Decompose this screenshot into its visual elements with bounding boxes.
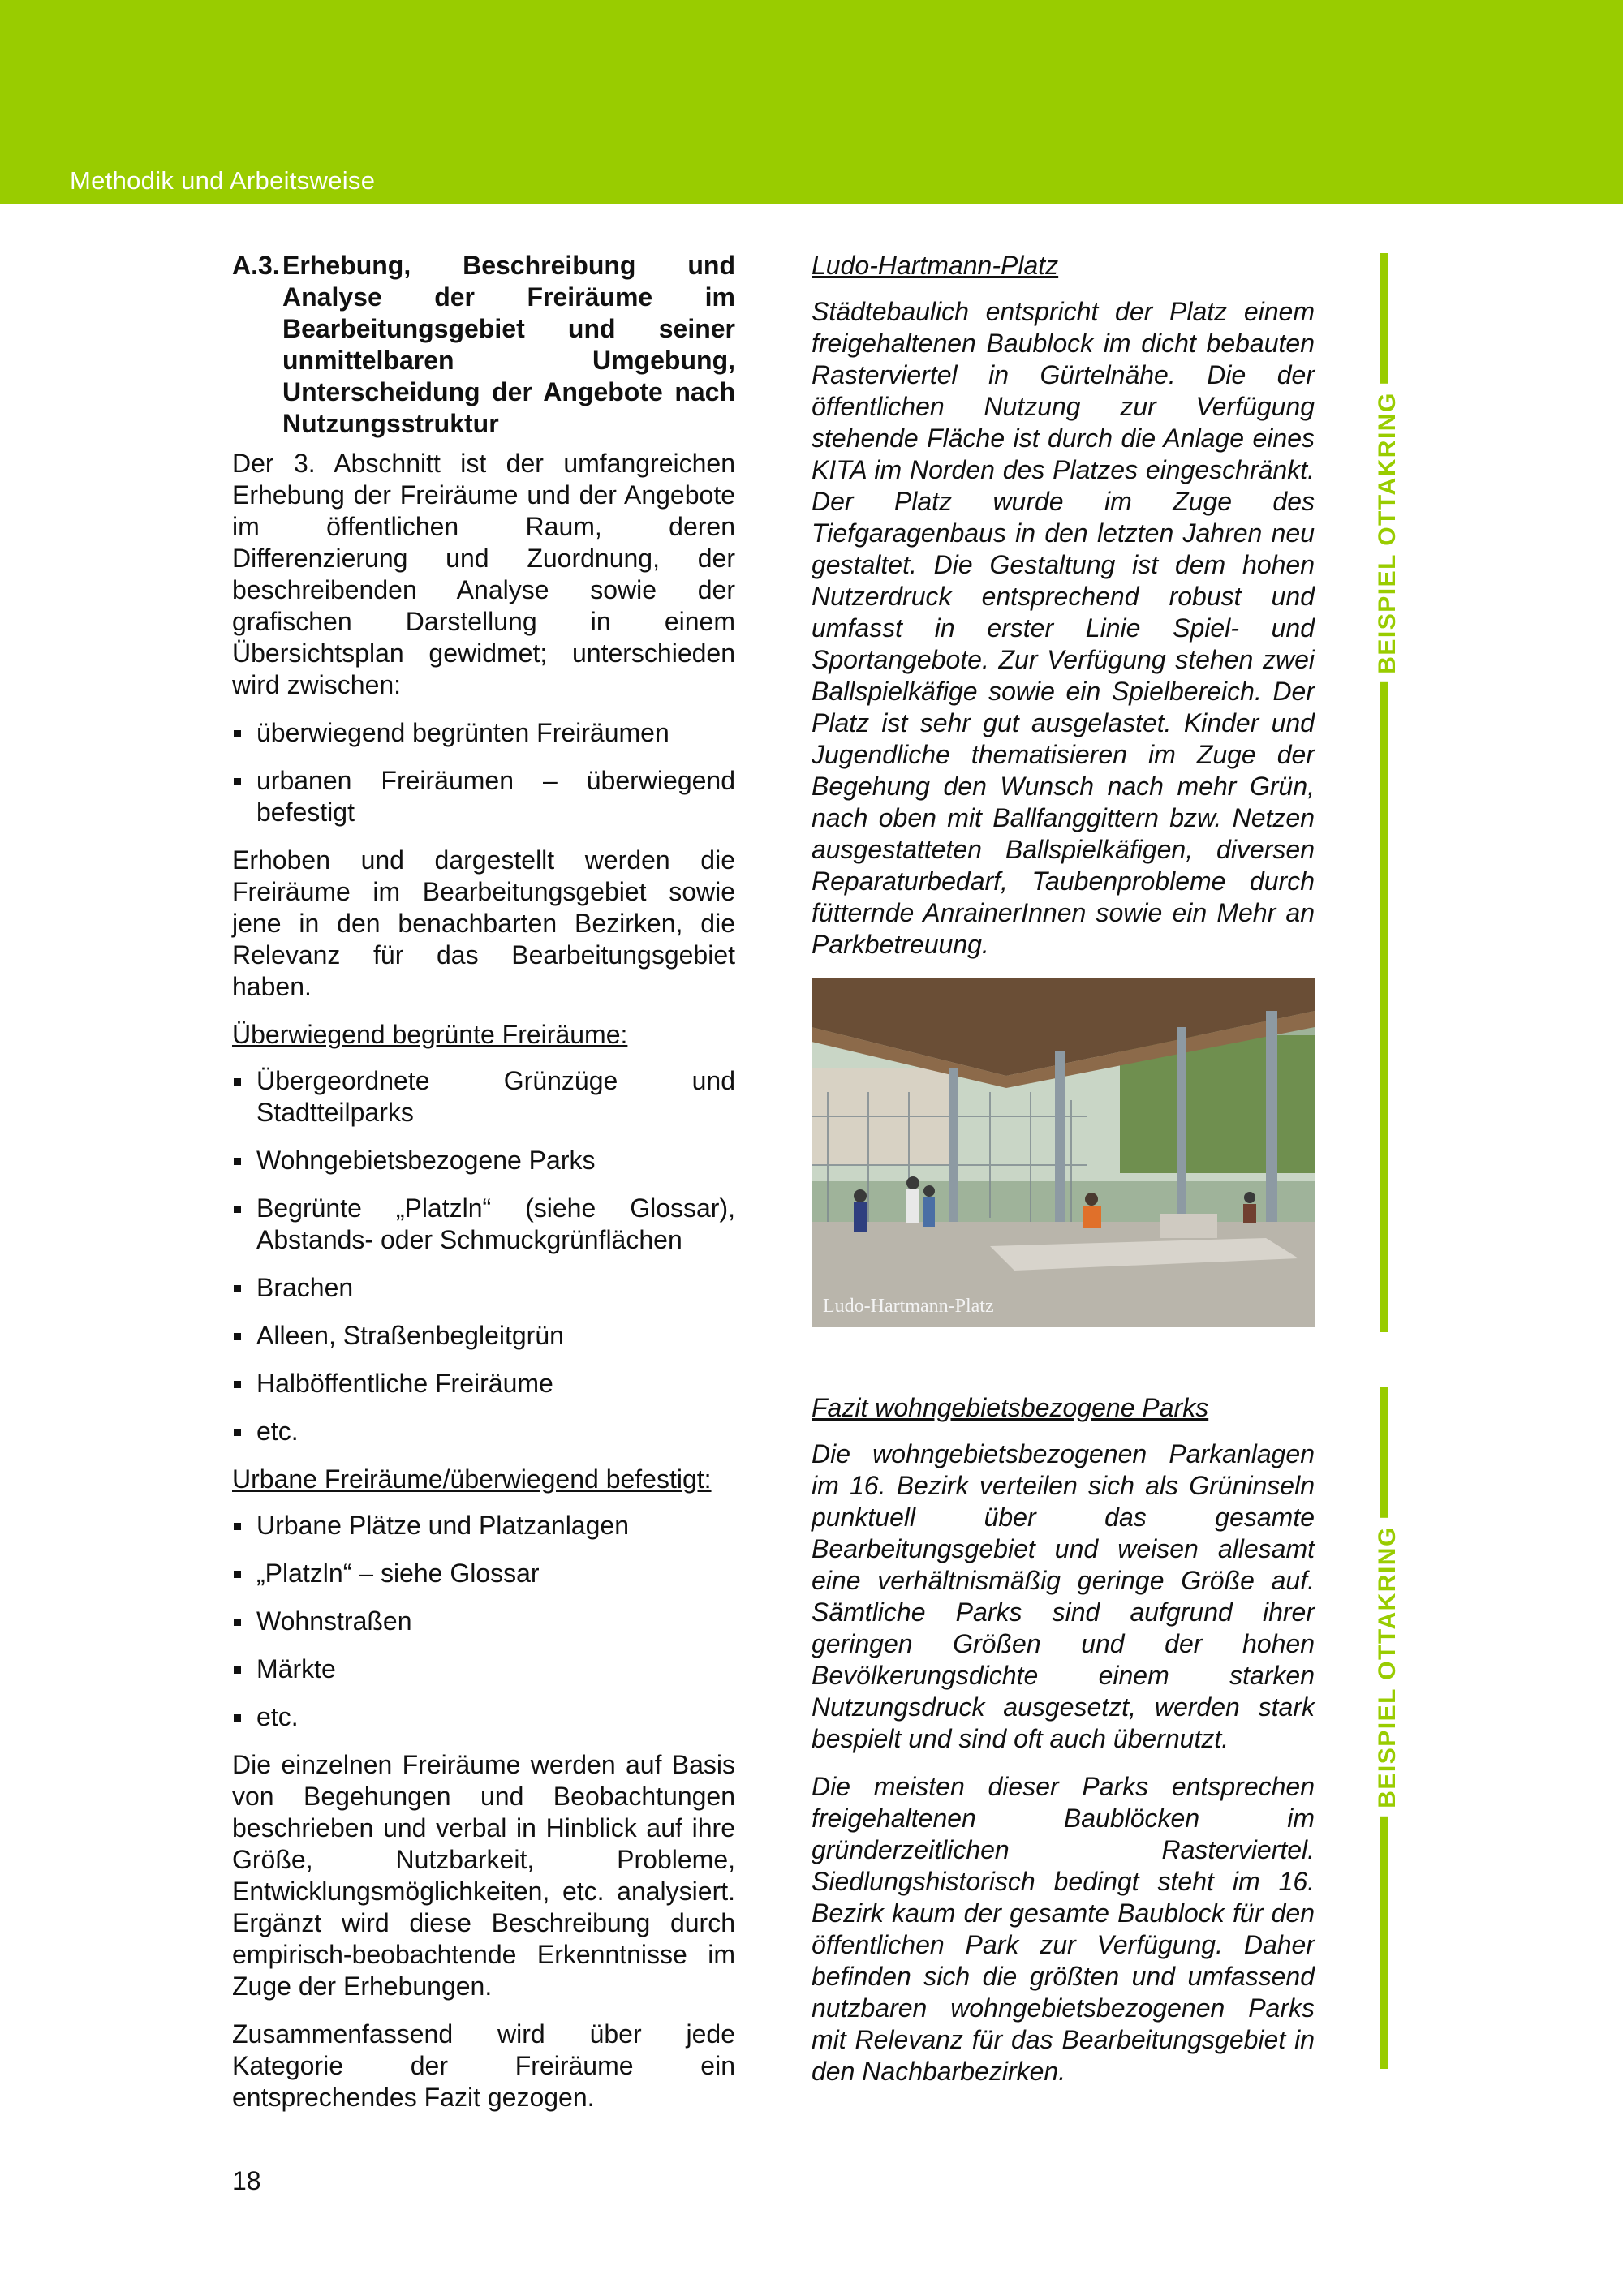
list-item: Übergeordnete Grünzüge und Stadtteilparks	[232, 1065, 735, 1129]
list-item: Brachen	[232, 1272, 735, 1304]
list-item: Wohngebietsbezogene Parks	[232, 1145, 735, 1176]
section-title: Erhebung, Beschreibung und Analyse der Freiräume im Bearbeitungsgebiet und seiner unmittelbaren Umgebung, Unterscheidung der Angebote nach Nutzungsstruktur	[282, 251, 735, 438]
header-band	[0, 0, 1623, 204]
page-number: 18	[232, 2166, 261, 2195]
intro-paragraph: Der 3. Abschnitt ist der umfangreichen Erhebung der Freiräume und der Angebote im öffentlichen Raum, deren Differenzierung und Zuordnung, der beschreibenden Analyse sowie der grafischen Darstellung in einem Übersichtsplan gewidmet; unterschieden wird zwischen:	[232, 449, 735, 699]
freespace-types-list	[232, 717, 735, 828]
list-item: etc.	[232, 1416, 735, 1447]
section-number: A.3.	[232, 251, 280, 280]
green-spaces-list	[232, 1065, 735, 1447]
list-item: Wohnstraßen	[232, 1606, 735, 1637]
photo-illustration	[812, 978, 1315, 1327]
urban-spaces-list	[232, 1510, 735, 1733]
list-item: Märkte	[232, 1653, 735, 1685]
list-item: urbanen Freiräumen – überwiegend befestigt	[232, 765, 735, 828]
side-tag-top	[1363, 253, 1412, 1332]
list-item: Urbane Plätze und Platzanlagen	[232, 1510, 735, 1541]
header-title: Methodik und Arbeitsweise	[70, 166, 376, 195]
side-tag-label: BEISPIEL OTTAKRING	[1374, 384, 1401, 682]
fazit-paragraph-2: Die meisten dieser Parks entsprechen freigehaltenen Baublöcken im gründerzeitlichen Rasterviertel. Siedlungshistorisch bedingt steht im 16. Bezirk kaum der gesamte Baublock für den öffentlichen Park zur Verfügung. Daher befinden sich die größten und umfassend nutzbaren wohngebietsbezogenen Parks mit Relevanz für das Bearbeitungsgebiet in den Nachbarbezirken.	[812, 1772, 1315, 2086]
list-item: „Platzln“ – siehe Glossar	[232, 1558, 735, 1589]
place-description: Städtebaulich entspricht der Platz einem freigehaltenen Baublock im dicht bebauten Rasterviertel in Gürtelnähe. Die der öffentlichen Nutzung zur Verfügung stehende Fläche ist durch die Anlage eines KITA im Norden des Platzes eingeschränkt. Der Platz wurde im Zuge des Tiefgaragenbaus in den letzten Jahren neu gestaltet. Die Gestaltung ist dem hohen Nutzerdruck entsprechend robust und umfasst in erster Linie Spiel- und Sportangebote. Zur Verfügung stehen zwei Ballspielkäfige sowie ein Spielbereich. Der Platz ist sehr gut ausgelastet. Kinder und Jugendliche thematisieren im Zuge der Begehung den Wunsch nach mehr Grün, nach oben mit Ballfanggittern bzw. Netzen ausgestatteten Ballspielkäfigen, diversen Reparaturbedarf, Taubenprobleme durch fütternde AnrainerInnen sowie ein Mehr an Parkbetreuung.	[812, 297, 1315, 959]
summary-paragraph: Zusammenfassend wird über jede Kategorie der Freiräume ein entsprechendes Fazit gezogen.	[232, 2019, 735, 2112]
list-item: etc.	[232, 1701, 735, 1733]
urban-spaces-heading: Urbane Freiräume/überwiegend befestigt:	[232, 1464, 712, 1494]
side-tag-label: BEISPIEL OTTAKRING	[1374, 1518, 1401, 1817]
section-heading	[232, 250, 735, 440]
analysis-paragraph: Die einzelnen Freiräume werden auf Basis von Begehungen und Beobachtungen beschrieben und verbal in Hinblick auf ihre Größe, Nutzbarkeit, Probleme, Entwicklungsmöglichkeiten, etc. analysiert. Ergänzt wird diese Beschreibung durch empirisch-beobachtende Erkenntnisse im Zuge der Erhebungen.	[232, 1750, 735, 2001]
list-item: Begrünte „Platzln“ (siehe Glossar), Abstands- oder Schmuckgrünflächen	[232, 1193, 735, 1256]
survey-paragraph: Erhoben und dargestellt werden die Freiräume im Bearbeitungsgebiet sowie jene in den benachbarten Bezirken, die Relevanz für das Bearbeitungsgebiet haben.	[232, 845, 735, 1001]
ludo-hartmann-platz-photo	[812, 978, 1315, 1327]
green-spaces-heading: Überwiegend begrünte Freiräume:	[232, 1020, 628, 1049]
fazit-paragraph-1: Die wohngebietsbezogenen Parkanlagen im 16. Bezirk verteilen sich als Grüninseln punktuell über das gesamte Bearbeitungsgebiet und weisen allesamt eine verhältnismäßig geringe Größe auf. Sämtliche Parks sind aufgrund ihrer geringen Größen und der hohen Bevölkerungsdichte einem starken Nutzungsdruck ausgesetzt, werden stark bespielt und sind oft auch übernutzt.	[812, 1439, 1315, 1753]
right-column	[812, 250, 1315, 2104]
list-item: Halböffentliche Freiräume	[232, 1368, 735, 1400]
list-item: überwiegend begrünten Freiräumen	[232, 717, 735, 749]
photo-caption: Ludo-Hartmann-Platz	[823, 1296, 994, 1317]
left-column	[232, 250, 735, 2130]
fazit-heading: Fazit wohngebietsbezogene Parks	[812, 1393, 1209, 1422]
list-item: Alleen, Straßenbegleitgrün	[232, 1320, 735, 1352]
side-tag-bottom	[1363, 1387, 1412, 2069]
place-heading: Ludo-Hartmann-Platz	[812, 251, 1059, 280]
